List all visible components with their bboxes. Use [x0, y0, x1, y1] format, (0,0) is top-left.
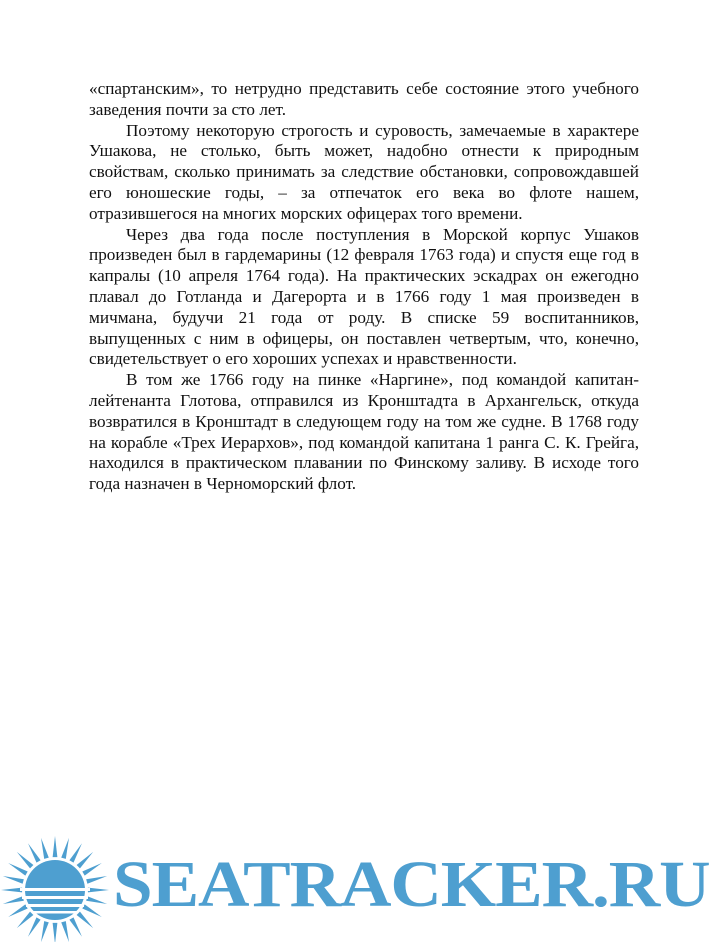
sun-ray — [17, 852, 34, 869]
sun-ray — [86, 896, 107, 904]
sun-ray — [77, 852, 94, 869]
sun-ray — [28, 917, 41, 936]
sun-ray — [41, 838, 49, 859]
sun-ray — [61, 838, 69, 859]
sun-ray — [77, 912, 94, 929]
sun-ray — [86, 876, 107, 884]
paragraph-promotion: Через два года после поступления в Морской корпус Ушаков произведен был в гардемарины (12 февраля 1763 года) и спустя еще год в капралы (10 апреля 1764 года). На практических эскадрах он ежегодно плавал до Готланда и Дагерорта и в 1766 году 1 мая произведен в мичмана, будучи 21 года от роду. В списке 59 воспитанников, выпущенных с ним в офицеры, он поставлен четвертым, что, конечно, свидетельствует о его хороших успехах и нравственности. — [89, 224, 639, 369]
sun-ray — [69, 843, 82, 862]
watermark-text: SEATRACKER.RU — [113, 848, 710, 921]
sun-ray — [82, 863, 101, 876]
sun-ray — [8, 904, 27, 917]
sun-ray — [3, 876, 24, 884]
sun-ray — [41, 921, 49, 942]
sun-ray — [69, 917, 82, 936]
paragraph-continuation: «спартанским», то нетрудно представить себе состояние этого учебного заведения почти за сто лет. — [89, 79, 639, 119]
sun-ray — [17, 912, 34, 929]
watermark — [0, 828, 728, 942]
sun-ray — [8, 863, 27, 876]
sun-ray — [88, 888, 109, 893]
paragraph-character: Поэтому некоторую строгость и суровость, замечаемые в характере Ушакова, не столько, быть может, надобно отнести к природным свойствам, сколько принимать за следствие обстановки, сопровождавшей его юношеские годы, – за отпечаток его века во флоте нашем, отразившегося на многих морских офицерах того времени. — [89, 120, 639, 223]
sun-icon — [0, 834, 110, 942]
sun-ray — [1, 888, 22, 893]
body-text — [89, 79, 639, 495]
sun-ray — [28, 843, 41, 862]
sun-ray — [53, 836, 58, 857]
paragraph-service: В том же 1766 году на пинке «Наргине», под командой капитан-лейтенанта Глотова, отправился из Кронштадта в Архангельск, откуда возвратился в Кронштадт в следующем году на том же судне. В 1768 году на корабле «Трех Иерархов», под командой капитана 1 ранга С. К. Грейга, находился в практическом плавании по Финскому заливу. В исходе того года назначен в Черноморский флот. — [89, 370, 639, 494]
sun-ray — [61, 921, 69, 942]
sun-ray — [3, 896, 24, 904]
sun-ray — [53, 923, 58, 942]
sun-ray — [82, 904, 101, 917]
